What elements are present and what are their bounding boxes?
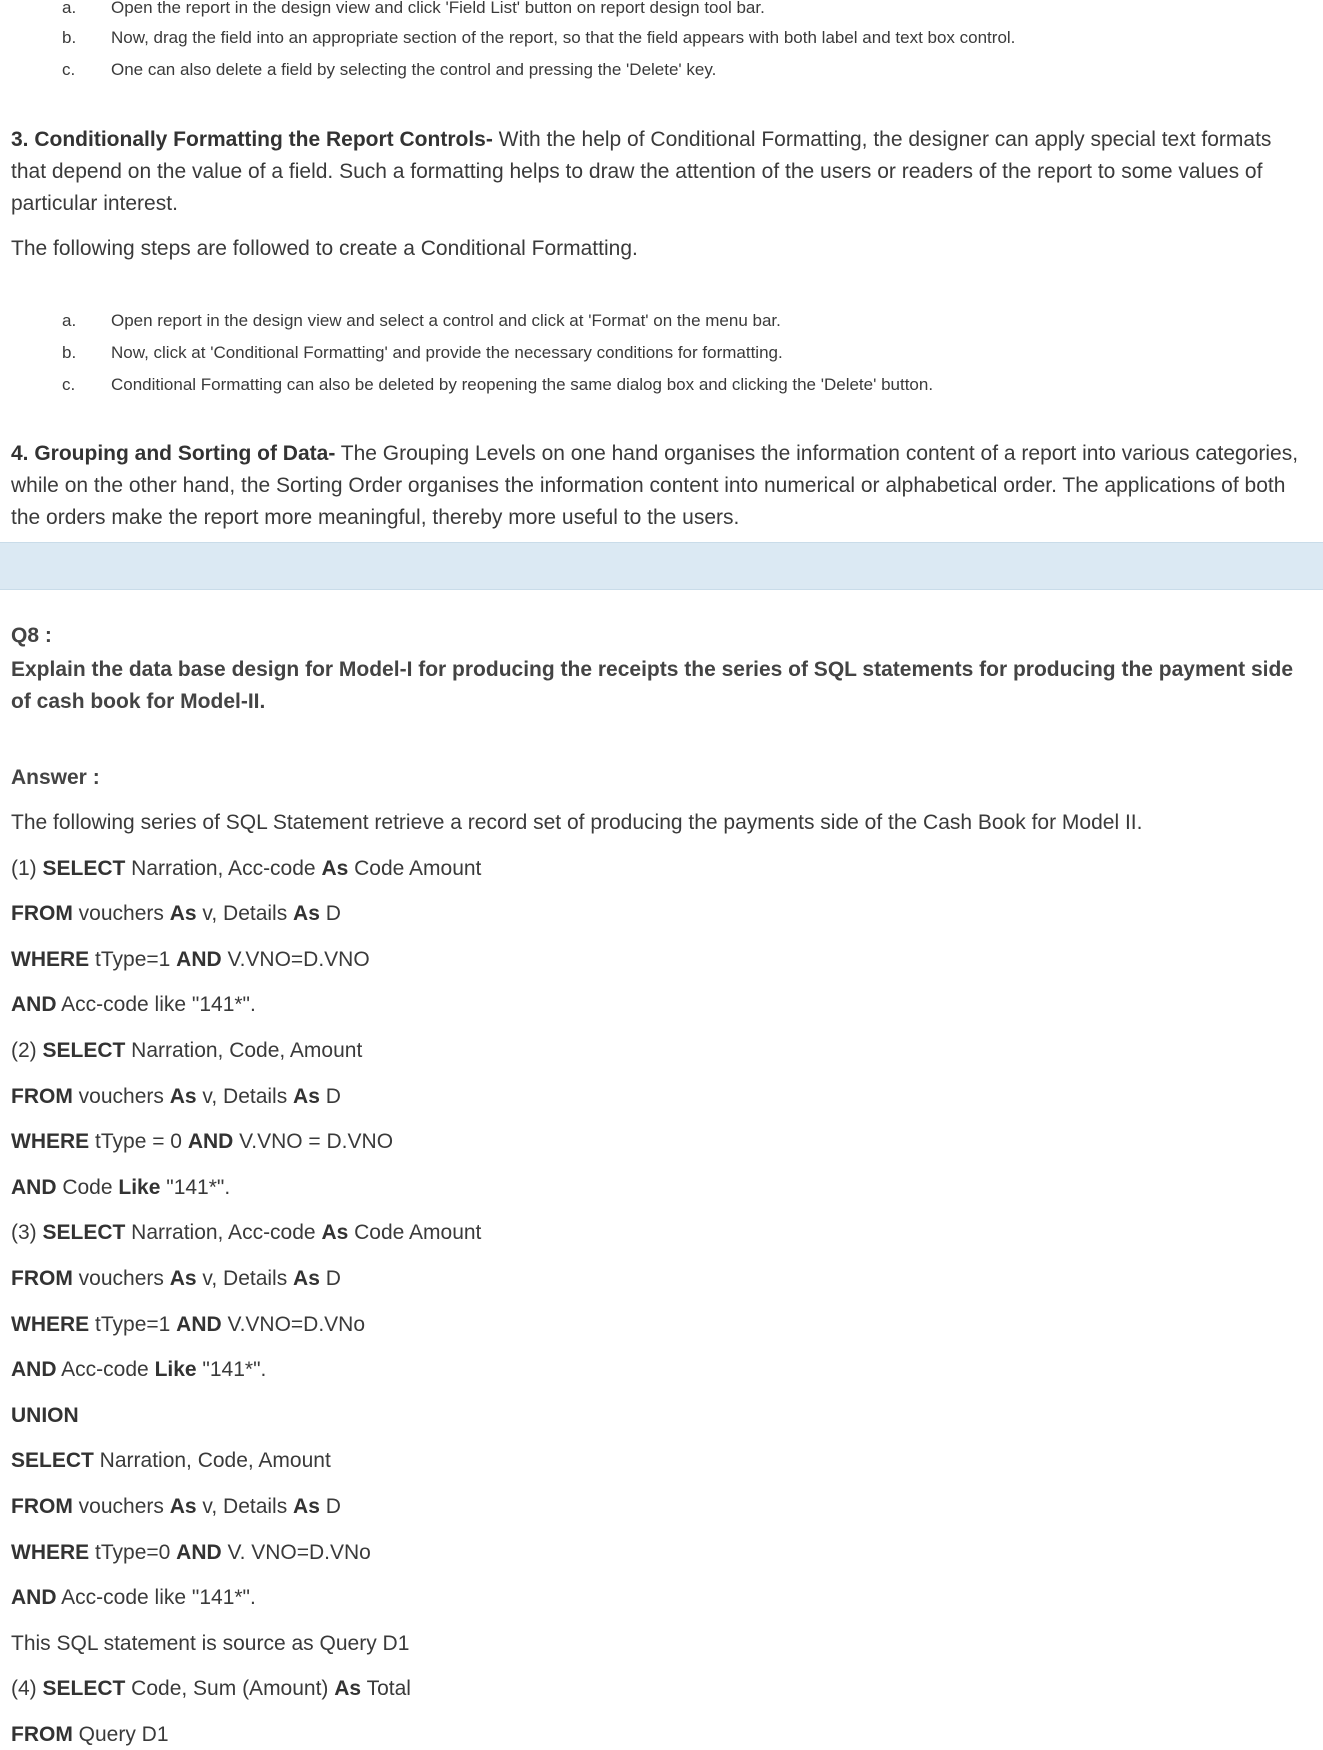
answer-text: V. VNO=D.VNo [221, 1540, 371, 1564]
sql-keyword: As [321, 856, 349, 880]
section-4-paragraph [11, 438, 1301, 534]
answer-line [11, 991, 256, 1019]
answer-label: Answer : [11, 766, 100, 789]
section-3-paragraph [11, 124, 1301, 220]
answer-text: tType = 0 [89, 1130, 188, 1154]
answer-text: Narration, Acc-code [125, 856, 322, 880]
answer-line [11, 1174, 230, 1202]
sql-keyword: SELECT [11, 1449, 94, 1473]
section-3-heading: 3. Conditionally Formatting the Report Controls- [11, 128, 493, 151]
answer-text: Narration, Acc-code [125, 1221, 322, 1245]
section-3-intro: The following steps are followed to create a Conditional Formatting. [11, 237, 638, 260]
answer-text: (1) [11, 856, 43, 880]
sql-keyword: UNION [11, 1403, 79, 1427]
sql-keyword: SELECT [42, 856, 126, 880]
sql-keyword: WHERE [11, 1540, 90, 1564]
answer-line [11, 1265, 341, 1293]
answer-text: V.VNO=D.VNo [221, 1312, 366, 1336]
list-marker: c. [62, 60, 76, 79]
answer-line [11, 1083, 341, 1111]
sql-keyword: FROM [11, 1723, 73, 1746]
list-item-text: Conditional Formatting can also be deleted by reopening the same dialog box and clicking the 'Delete' button. [111, 375, 934, 394]
list-item-text: Open the report in the design view and click 'Field List' button on report design tool bar. [111, 0, 765, 17]
list-marker: b. [62, 343, 77, 362]
question-label: Q8 : [11, 624, 52, 647]
answer-line [11, 1219, 481, 1247]
answer-text: The following series of SQL Statement retrieve a record set of producing the payments side of the Cash Book for Model II. [11, 811, 1143, 834]
sql-keyword: As [169, 1267, 197, 1290]
sql-keyword: As [293, 1267, 320, 1290]
answer-line [11, 809, 1142, 837]
answer-text: Code, Sum (Amount) [125, 1677, 335, 1701]
sql-keyword: AND [11, 993, 57, 1017]
answer-text: v, Details [196, 902, 294, 926]
list-marker: a. [62, 0, 77, 17]
sql-keyword: FROM [11, 902, 73, 926]
sql-keyword: As [293, 1495, 320, 1518]
list-item-text: Now, drag the field into an appropriate section of the report, so that the field appears with both label and text box control. [111, 28, 1016, 47]
answer-text: "141*". [160, 1175, 231, 1199]
answer-line [11, 1311, 365, 1339]
list-item-text: Open report in the design view and select a control and click at 'Format' on the menu bar. [111, 311, 781, 330]
sql-keyword: As [169, 1495, 197, 1518]
answer-line [11, 1356, 266, 1384]
answer-text: This SQL statement is source as Query D1 [11, 1631, 410, 1655]
list-marker: a. [62, 311, 77, 330]
answer-text: tType=1 [89, 947, 177, 971]
sql-keyword: As [334, 1677, 362, 1701]
answer-line [11, 1037, 362, 1065]
list-marker: b. [62, 28, 77, 47]
answer-text: D [319, 1084, 341, 1108]
answer-text: vouchers [72, 1084, 170, 1108]
answer-line [11, 1539, 371, 1567]
answer-line [11, 1447, 331, 1475]
sql-keyword: As [293, 902, 320, 926]
sql-keyword: SELECT [42, 1039, 126, 1062]
sql-keyword: FROM [11, 1084, 73, 1108]
answer-line [11, 855, 481, 883]
sql-keyword: FROM [11, 1267, 73, 1290]
answer-text: "141*". [196, 1358, 267, 1382]
sql-keyword: AND [11, 1175, 57, 1199]
sql-keyword: Like [118, 1175, 161, 1199]
answer-text: vouchers [72, 1495, 170, 1518]
answer-text: V.VNO=D.VNO [221, 947, 370, 971]
section-divider-band [0, 542, 1323, 590]
answer-line [11, 1721, 169, 1749]
answer-text: tType=0 [89, 1540, 177, 1564]
sql-keyword: As [169, 902, 197, 926]
section-4-body: The Grouping Levels on one hand organises the information content of a report into various categories, while on the other hand, the Sorting Order organises the information content into numerical or alphabetical order. The applications of both the orders make the report more meaningful, thereby more useful to the users. [11, 442, 1299, 529]
sql-keyword: AND [11, 1586, 57, 1610]
answer-line [11, 1584, 256, 1612]
answer-text: tType=1 [89, 1312, 177, 1336]
sql-keyword: AND [11, 1358, 57, 1382]
sql-keyword: WHERE [11, 947, 90, 971]
answer-line [11, 900, 341, 928]
answer-text: v, Details [196, 1495, 294, 1518]
answer-text: Code Amount [348, 1221, 482, 1245]
answer-text: Narration, Code, Amount [93, 1449, 331, 1473]
answer-text: (3) [11, 1221, 43, 1245]
answer-text: D [319, 1495, 341, 1518]
sql-keyword: Like [154, 1358, 197, 1382]
sql-keyword: As [293, 1084, 320, 1108]
answer-text: Acc-code [56, 1358, 155, 1382]
sql-keyword: As [321, 1221, 349, 1245]
sql-keyword: WHERE [11, 1312, 90, 1336]
answer-text: D [319, 1267, 341, 1290]
answer-text: Code Amount [348, 856, 482, 880]
sql-keyword: AND [187, 1130, 234, 1154]
answer-text: Total [361, 1677, 411, 1701]
sql-keyword: SELECT [42, 1221, 126, 1245]
answer-text: (2) [11, 1039, 43, 1062]
list-item-text: Now, click at 'Conditional Formatting' and provide the necessary conditions for formatting. [111, 343, 783, 362]
answer-text: Narration, Code, Amount [125, 1039, 363, 1062]
answer-text: Acc-code like "141*". [56, 993, 256, 1017]
sql-keyword: As [169, 1084, 197, 1108]
answer-text: Acc-code like "141*". [56, 1586, 256, 1610]
answer-text: D [319, 902, 341, 926]
sql-keyword: AND [176, 1540, 222, 1564]
section-3-body: With the help of Conditional Formatting, the designer can apply special text formats that depend on the value of a field. Such a formatting helps to draw the attention of the users or readers of the report to some values of particular interest. [11, 128, 1272, 215]
answer-line [11, 1630, 409, 1658]
sql-keyword: FROM [11, 1495, 73, 1518]
sql-keyword: AND [176, 1312, 222, 1336]
answer-line [11, 946, 370, 974]
answer-line [11, 1493, 341, 1521]
answer-text: V.VNO = D.VNO [233, 1130, 394, 1154]
sql-keyword: SELECT [42, 1677, 126, 1701]
sql-keyword: WHERE [11, 1130, 90, 1154]
list-item-text: One can also delete a field by selecting the control and pressing the 'Delete' key. [111, 60, 717, 79]
question-text: Explain the data base design for Model-I for producing the receipts the series of SQL statements for producing the payment side of cash book for Model-II. [11, 658, 1294, 713]
answer-text: Query D1 [72, 1723, 169, 1746]
answer-line [11, 1128, 393, 1156]
answer-text: v, Details [196, 1267, 294, 1290]
answer-text: vouchers [72, 1267, 170, 1290]
answer-line [11, 1402, 79, 1430]
answer-text: vouchers [72, 902, 170, 926]
section-4-heading: 4. Grouping and Sorting of Data- [11, 442, 336, 465]
answer-line [11, 1675, 411, 1703]
answer-text: v, Details [196, 1084, 294, 1108]
answer-text: (4) [11, 1677, 43, 1701]
answer-text: Code [56, 1175, 119, 1199]
sql-keyword: AND [176, 947, 222, 971]
list-marker: c. [62, 375, 76, 394]
